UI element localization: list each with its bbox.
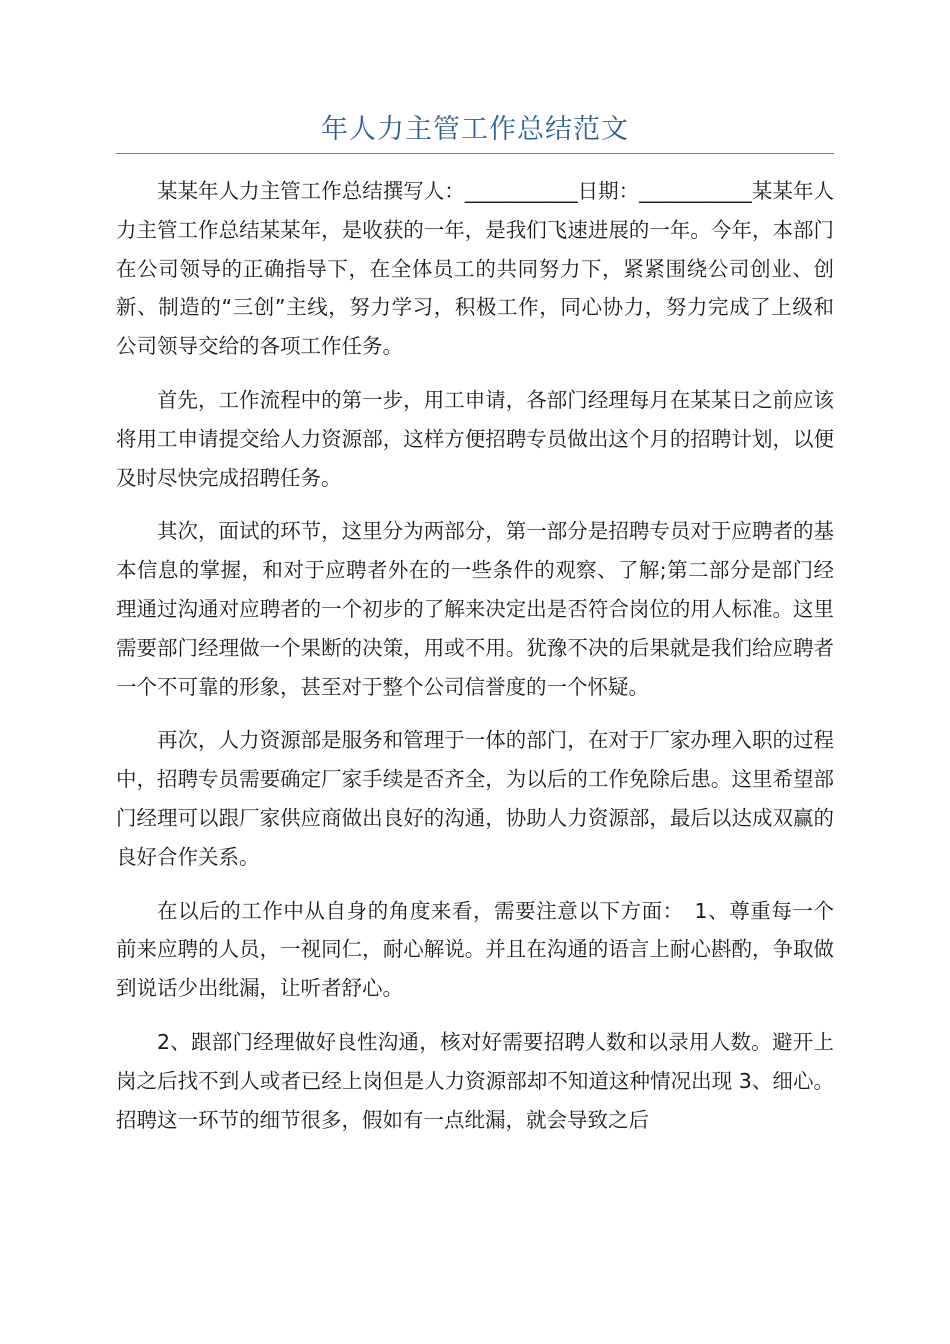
paragraph-interview: 其次，面试的环节，这里分为两部分，第一部分是招聘专员对于应聘者的基本信息的掌握，和对于应聘者外在的一些条件的观察、了解;第二部分是部门经理通过沟通对应聘者的一个初步的了解来决定出是否符合岗位的用人标准。这里需要部门经理做一个果断的决策，用或不用。犹豫不决的后果就是我们给应聘者一个不可靠的形象，甚至对于整个公司信誉度的一个怀疑。: [116, 519, 834, 699]
paragraph-future-work: 在以后的工作中从自身的角度来看，需要注意以下方面： 1、尊重每一个前来应聘的人员，一视同仁，耐心解说。并且在沟通的语言上耐心斟酌，争取做到说话少出纰漏，让听者舒心。: [116, 898, 834, 1001]
paragraph-first-step: 首先，工作流程中的第一步，用工申请，各部门经理每月在某某日之前应该将用工申请提交给人力资源部，这样方便招聘专员做出这个月的招聘计划，以便及时尽快完成招聘任务。: [116, 387, 834, 490]
paragraph-onboarding: 再次，人力资源部是服务和管理于一体的部门，在对于厂家办理入职的过程中，招聘专员需要确定厂家手续是否齐全，为以后的工作免除后患。这里希望部门经理可以跟厂家供应商做出良好的沟通，协助人力资源部，最后以达成双赢的良好合作关系。: [116, 728, 834, 869]
title-underline: [116, 153, 834, 154]
paragraph-intro: 某某年人力主管工作总结撰写人：___________日期：___________某某年人力主管工作总结某某年，是收获的一年，是我们飞速进展的一年。今年，本部门在公司领导的正确指导下，在全体员工的共同努力下，紧紧围绕公司创业、创新、制造的“三创”主线，努力学习，积极工作，同心协力，努力完成了上级和公司领导交给的各项工作任务。: [116, 179, 834, 359]
paragraph-communication: 2、跟部门经理做好良性沟通，核对好需要招聘人数和以录用人数。避开上岗之后找不到人或者已经上岗但是人力资源部却不知道这种情况出现 3、细心。招聘这一环节的细节很多，假如有一点纰漏，就会导致之后: [116, 1029, 834, 1132]
document-title: 年人力主管工作总结范文: [321, 114, 629, 145]
document-body: [116, 172, 834, 1154]
